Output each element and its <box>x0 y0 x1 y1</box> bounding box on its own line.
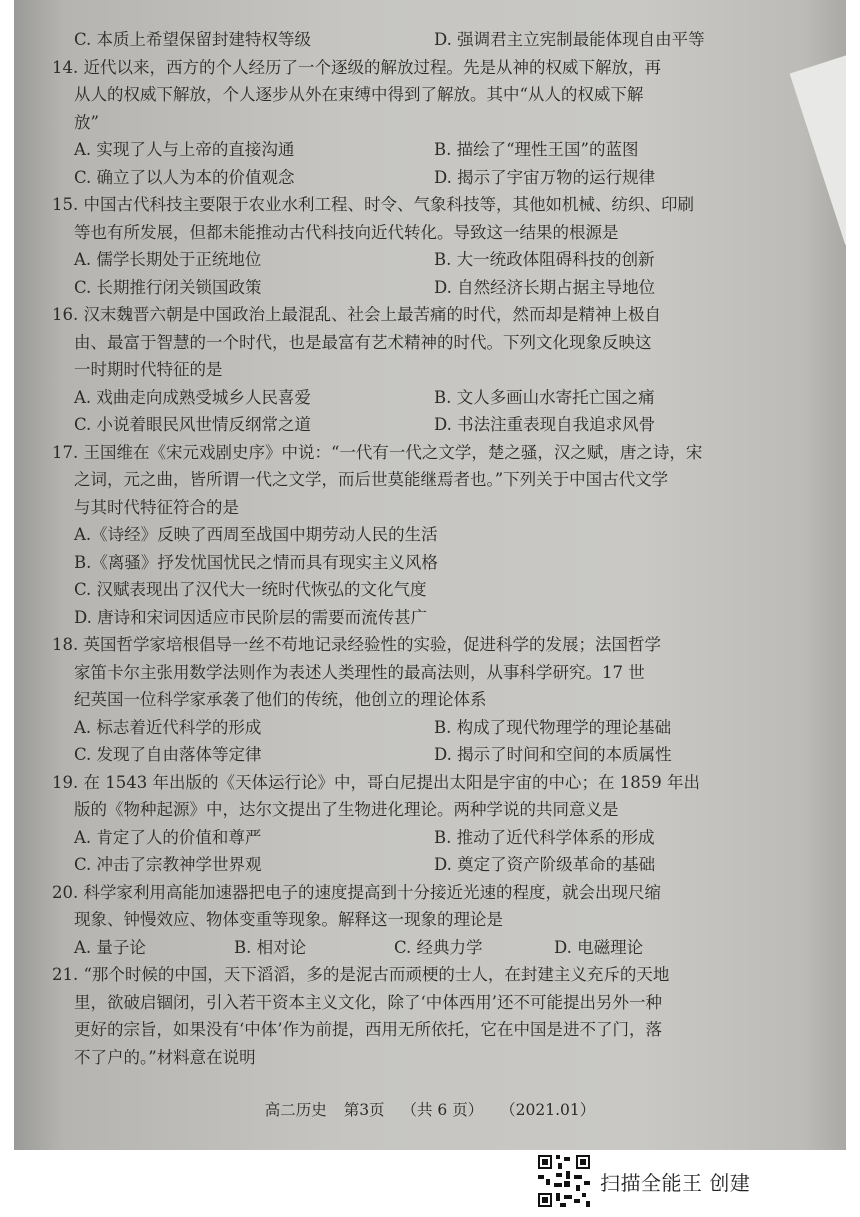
option-row <box>74 934 794 962</box>
option-row <box>74 384 794 412</box>
stem-line: 等也有所发展，但都未能推动古代科技向近代转化。导致这一结果的根源是 <box>74 222 619 242</box>
option-a: A. 儒学长期处于正统地位 <box>74 250 262 269</box>
stem-line: 一时期时代特征的是 <box>74 360 223 379</box>
scanner-badge <box>536 1153 750 1209</box>
option-a: A. 戏曲走向成熟受城乡人民喜爱 <box>74 387 311 407</box>
option-d: D. 揭示了时间和空间的本质属性 <box>434 745 672 764</box>
question-16 <box>52 301 794 439</box>
question-stem <box>52 769 794 824</box>
stem-line: 从人的权威下解放，个人逐步从外在束缚中得到了解放。其中“从人的权威下解 <box>74 85 644 104</box>
question-19 <box>52 769 794 879</box>
option-c: C. 小说着眼民风世情反纲常之道 <box>74 415 312 434</box>
stem-line: 17. 王国维在《宋元戏剧史序》中说：“一代有一代之文学，楚之骚，汉之赋，唐之诗，宋 <box>52 442 703 462</box>
question-stem <box>52 961 794 1071</box>
question-list <box>52 54 794 1072</box>
option-row <box>74 136 794 164</box>
option-b: B. 构成了现代物理学的理论基础 <box>434 717 672 737</box>
question-14 <box>52 54 794 192</box>
question-stem <box>52 631 794 714</box>
option-d: D. 奠定了资产阶级革命的基础 <box>434 855 656 874</box>
option-a: A. 肯定了人的价值和尊严 <box>74 827 262 847</box>
stem-line: 由、最富于智慧的一个时代，也是最富有艺术精神的时代。下列文化现象反映这 <box>74 332 652 352</box>
option-d: D. 强调君主立宪制最能体现自由平等 <box>434 30 705 49</box>
footer-date: （2021.01） <box>500 1101 596 1119</box>
option-row <box>74 714 794 742</box>
option-d: D. 唐诗和宋词因适应市民阶层的需要而流传甚广 <box>74 607 428 627</box>
stem-line: 放” <box>74 112 99 132</box>
stem-line: 纪英国一位科学家承袭了他们的传统，他创立的理论体系 <box>74 690 487 709</box>
option-c: C. 确立了以人为本的价值观念 <box>74 167 295 187</box>
option-a: A.《诗经》反映了西周至战国中期劳动人民的生活 <box>74 525 438 544</box>
option-a: A. 标志着近代科学的形成 <box>74 717 262 737</box>
option-b: B. 相对论 <box>234 937 307 957</box>
stem-line: 与其时代特征符合的是 <box>74 497 239 517</box>
option-row <box>74 824 794 852</box>
footer-total: （共 6 页） <box>401 1101 484 1119</box>
option-c: C. 本质上希望保留封建特权等级 <box>74 30 312 49</box>
question-20 <box>52 879 794 962</box>
question-15 <box>52 191 794 301</box>
question-17 <box>52 439 794 632</box>
option-d: D. 书法注重表现自我追求风骨 <box>434 415 656 434</box>
page-footer <box>0 1098 860 1120</box>
option-c: C. 发现了自由落体等定律 <box>74 745 262 764</box>
scanner-label: 扫描全能王 创建 <box>600 1170 751 1195</box>
footer-subject: 高二历史 <box>264 1101 327 1119</box>
question-stem <box>52 301 794 384</box>
question-stem <box>52 879 794 934</box>
option-d: D. 揭示了宇宙万物的运行规律 <box>434 167 656 187</box>
option-d: D. 自然经济长期占据主导地位 <box>434 277 656 297</box>
scanned-page-photo <box>14 0 846 1150</box>
stem-line: 家笛卡尔主张用数学法则作为表述人类理性的最高法则，从事科学研究。17 世 <box>74 662 645 682</box>
question-stem <box>52 439 794 522</box>
option-b: B. 大一统政体阻碍科技的创新 <box>434 250 655 269</box>
option-row <box>74 164 794 192</box>
option-c: C. 经典力学 <box>394 937 483 957</box>
stem-line: 18. 英国哲学家培根倡导一丝不苟地记录经验性的实验，促进科学的发展；法国哲学 <box>52 635 661 654</box>
stem-line: 19. 在 1543 年出版的《天体运行论》中，哥白尼提出太阳是宇宙的中心；在 1859 年出 <box>52 772 700 792</box>
question-18 <box>52 631 794 769</box>
option-row <box>74 246 794 274</box>
stem-line: 更好的宗旨，如果没有‘中体’作为前提，西用无所依托，它在中国是进不了门，落 <box>74 1020 662 1039</box>
stem-line: 16. 汉末魏晋六朝是中国政治上最混乱、社会上最苦痛的时代，然而却是精神上极自 <box>52 305 661 324</box>
question-stem <box>52 191 794 246</box>
option-b: B.《离骚》抒发忧国忧民之情而具有现实主义风格 <box>74 552 438 572</box>
stem-line: 15. 中国古代科技主要限于农业水利工程、时令、气象科技等，其他如机械、纺织、印刷 <box>52 195 694 214</box>
option-d: D. 电磁理论 <box>554 937 644 957</box>
option-c: C. 长期推行闭关锁国政策 <box>74 277 262 297</box>
question-stem <box>52 54 794 137</box>
option-c: C. 汉赋表现出了汉代大一统时代恢弘的文化气度 <box>74 580 427 599</box>
stem-line: 20. 科学家利用高能加速器把电子的速度提高到十分接近光速的程度，就会出现尺缩 <box>52 882 661 902</box>
option-c: C. 冲击了宗教神学世界观 <box>74 855 262 874</box>
option-b: B. 文人多画山水寄托亡国之痛 <box>434 387 655 407</box>
stem-line: 14. 近代以来，西方的个人经历了一个逐级的解放过程。先是从神的权威下解放，再 <box>52 57 661 77</box>
option-row <box>74 851 794 879</box>
option-b: B. 推动了近代科学体系的形成 <box>434 827 655 847</box>
stem-line: 版的《物种起源》中，达尔文提出了生物进化理论。两种学说的共同意义是 <box>74 800 619 819</box>
option-a: A. 量子论 <box>74 937 146 957</box>
stem-line: 之词，元之曲，皆所谓一代之文学，而后世莫能继焉者也。”下列关于中国古代文学 <box>74 470 669 489</box>
stem-line: 现象、钟慢效应、物体变重等现象。解释这一现象的理论是 <box>74 910 503 929</box>
stem-line: 里，欲破启锢闭，引入若干资本主义文化，除了‘中体西用’还不可能提出另外一种 <box>74 992 662 1012</box>
qr-code-icon <box>536 1153 592 1209</box>
option-row <box>74 411 794 439</box>
option-a: A. 实现了人与上帝的直接沟通 <box>74 140 295 159</box>
option-row <box>74 274 794 302</box>
exam-content <box>52 26 794 1071</box>
option-row <box>74 741 794 769</box>
footer-page: 第3页 <box>343 1101 385 1119</box>
top-options <box>74 26 794 54</box>
question-21 <box>52 961 794 1071</box>
stem-line: 不了户的。”材料意在说明 <box>74 1047 256 1067</box>
option-b: B. 描绘了“理性王国”的蓝图 <box>434 140 639 159</box>
stem-line: 21. “那个时候的中国，天下滔滔，多的是泥古而顽梗的士人，在封建主义充斥的天地 <box>52 965 670 984</box>
